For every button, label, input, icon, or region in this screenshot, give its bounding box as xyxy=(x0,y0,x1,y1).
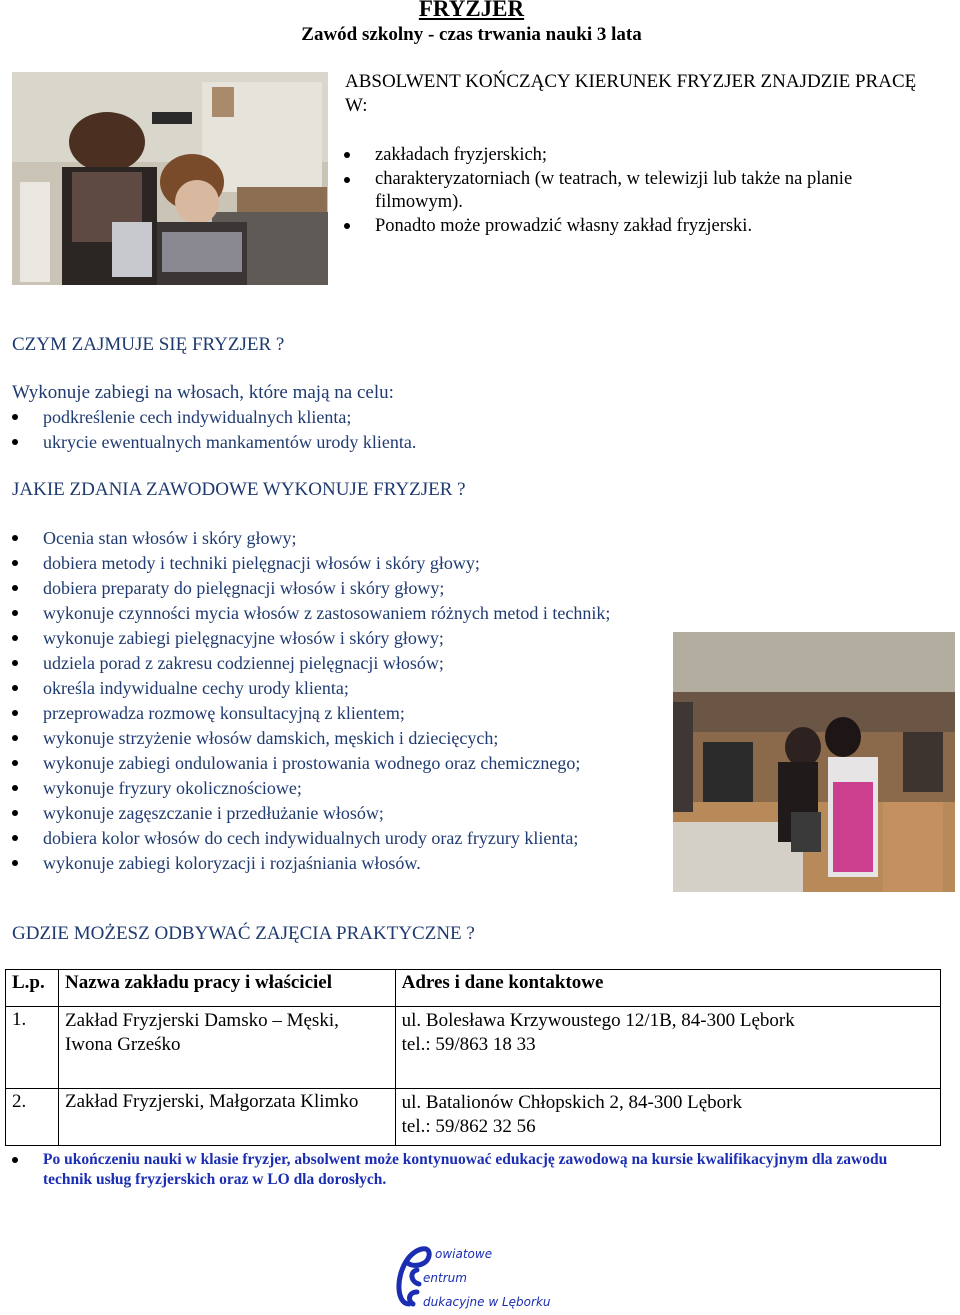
list-item: dobiera metody i techniki pielęgnacji włosów i skóry głowy; xyxy=(43,551,703,576)
bullet-icon xyxy=(12,560,18,566)
row-number: 1. xyxy=(6,1007,59,1089)
list-item: charakteryzatorniach (w teatrach, w telewizji lub także na planie filmowym). xyxy=(375,168,935,214)
column-header-name: Nazwa zakładu pracy i właściciel xyxy=(58,970,395,1007)
bullet-icon xyxy=(12,439,18,445)
bullet-icon xyxy=(12,1157,18,1163)
bullet-icon xyxy=(12,735,18,741)
list-item: wykonuje zabiegi pielęgnacyjne włosów i skóry głowy; xyxy=(43,626,703,651)
list-item: przeprowadza rozmowę konsultacyjną z klientem; xyxy=(43,701,703,726)
bullet-icon xyxy=(12,785,18,791)
svg-text:owiatowe: owiatowe xyxy=(435,1247,493,1261)
further-education-note xyxy=(43,1150,913,1190)
row-number: 2. xyxy=(6,1089,59,1146)
school-logo xyxy=(393,1238,553,1310)
bullet-icon xyxy=(344,223,350,229)
list-item: podkreślenie cech indywidualnych klienta; xyxy=(43,405,643,430)
row-phone: tel.: 59/863 18 33 xyxy=(401,1034,536,1055)
table-row xyxy=(6,1007,941,1089)
jobs-heading: ABSOLWENT KOŃCZĄCY KIERUNEK FRYZJER ZNAJDZIE PRACĘ W: xyxy=(345,71,917,116)
competition-photo xyxy=(673,632,955,892)
list-item: zakładach fryzjerskich; xyxy=(375,143,935,168)
bullet-icon xyxy=(344,177,350,183)
column-header-address: Adres i dane kontaktowe xyxy=(395,970,940,1007)
list-item: określa indywidualne cechy urody klienta; xyxy=(43,676,703,701)
bullet-icon xyxy=(12,760,18,766)
practice-heading: GDZIE MOŻESZ ODBYWAĆ ZAJĘCIA PRAKTYCZNE ? xyxy=(12,923,475,944)
what-list xyxy=(43,405,643,455)
list-item: wykonuje czynności mycia włosów z zastosowaniem różnych metod i technik; xyxy=(43,601,703,626)
row-phone: tel.: 59/862 32 56 xyxy=(401,1116,536,1137)
jobs-list xyxy=(375,143,935,239)
bullet-icon xyxy=(12,685,18,691)
list-item: dobiera kolor włosów do cech indywidualnych urody oraz fryzury klienta; xyxy=(43,826,703,851)
list-item: Po ukończeniu nauki w klasie fryzjer, absolwent może kontynuować edukację zawodową na kursie kwalifikacyjnym dla zawodu technik usług fryzjerskich oraz w LO dla dorosłych. xyxy=(43,1150,913,1190)
salon-photo xyxy=(12,72,328,285)
list-item: udziela porad z zakresu codziennej pielęgnacji włosów; xyxy=(43,651,703,676)
bullet-icon xyxy=(12,535,18,541)
column-header-no: L.p. xyxy=(6,970,59,1007)
list-item: wykonuje zabiegi ondulowania i prostowania wodnego oraz chemicznego; xyxy=(43,751,703,776)
list-item: dobiera preparaty do pielęgnacji włosów i skóry głowy; xyxy=(43,576,703,601)
tasks-heading: JAKIE ZDANIA ZAWODOWE WYKONUJE FRYZJER ? xyxy=(12,479,466,500)
row-address: ul. Bolesława Krzywoustego 12/1B, 84-300 Lębork xyxy=(401,1010,795,1031)
table-row xyxy=(6,1089,941,1146)
row-name: Zakład Fryzjerski Damsko – Męski, Iwona Grześko xyxy=(58,1007,395,1089)
page-subtitle: Zawód szkolny - czas trwania nauki 3 lata xyxy=(301,24,642,45)
page-title: FRYZJER xyxy=(418,0,525,21)
bullet-icon xyxy=(12,414,18,420)
list-item: wykonuje zagęszczanie i przedłużanie włosów; xyxy=(43,801,703,826)
bullet-icon xyxy=(12,660,18,666)
bullet-icon xyxy=(12,585,18,591)
table-header-row xyxy=(6,970,941,1007)
list-item: Ponadto może prowadzić własny zakład fryzjerski. xyxy=(375,214,935,239)
list-item: Ocenia stan włosów i skóry głowy; xyxy=(43,526,703,551)
row-address: ul. Batalionów Chłopskich 2, 84-300 Lębork xyxy=(401,1092,743,1113)
bullet-icon xyxy=(12,810,18,816)
list-item: ukrycie ewentualnych mankamentów urody klienta. xyxy=(43,430,643,455)
row-address-cell xyxy=(395,1089,940,1146)
bullet-icon xyxy=(12,610,18,616)
row-address-cell xyxy=(395,1007,940,1089)
list-item: wykonuje strzyżenie włosów damskich, męskich i dziecięcych; xyxy=(43,726,703,751)
practice-table xyxy=(5,969,941,1146)
list-item: wykonuje zabiegi koloryzacji i rozjaśniania włosów. xyxy=(43,851,703,876)
bullet-icon xyxy=(12,710,18,716)
bullet-icon xyxy=(12,635,18,641)
tasks-list xyxy=(43,526,703,876)
row-name: Zakład Fryzjerski, Małgorzata Klimko xyxy=(58,1089,395,1146)
bullet-icon xyxy=(344,152,350,158)
svg-text:dukacyjne w Lęborku: dukacyjne w Lęborku xyxy=(423,1295,551,1309)
what-heading: CZYM ZAJMUJE SIĘ FRYZJER ? xyxy=(12,334,285,355)
list-item: wykonuje fryzury okolicznościowe; xyxy=(43,776,703,801)
what-lead: Wykonuje zabiegi na włosach, które mają na celu: xyxy=(12,382,394,403)
bullet-icon xyxy=(12,860,18,866)
bullet-icon xyxy=(12,835,18,841)
svg-text:entrum: entrum xyxy=(423,1271,467,1285)
